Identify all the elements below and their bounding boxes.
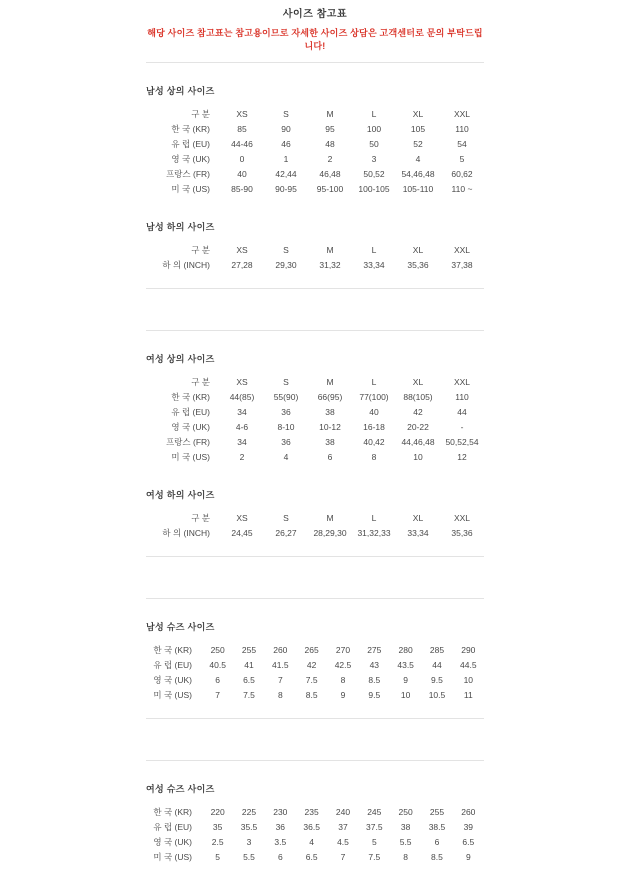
value-cell: 255	[241, 644, 257, 655]
value-cell: 9	[340, 689, 346, 700]
page-title: 사이즈 참고표	[282, 9, 348, 20]
header-row	[146, 374, 484, 389]
value-cell: 8.5	[431, 851, 443, 862]
value-cell: 95-100	[316, 183, 344, 194]
value-cell: 46,48	[319, 168, 341, 179]
value-cell: 48	[325, 138, 335, 149]
value-cell: 7	[215, 689, 221, 700]
value-cell: 37.5	[366, 821, 383, 832]
value-cell: 2.5	[211, 836, 224, 847]
value-cell: 265	[304, 644, 319, 655]
value-cell: 38.5	[428, 821, 446, 832]
size-header-cell: XL	[412, 376, 424, 387]
value-cell: 90-95	[275, 183, 297, 194]
corner-header-cell: 구 분	[191, 244, 210, 255]
table-head	[146, 106, 484, 121]
value-cell: 285	[429, 644, 445, 655]
value-cell: 16-18	[363, 421, 385, 432]
value-cell: 2	[239, 451, 245, 462]
value-cell: 4	[283, 451, 289, 462]
row-label: 영 국 (UK)	[171, 421, 210, 432]
value-cell: 38	[400, 821, 411, 832]
size-header-cell: L	[371, 244, 377, 255]
value-cell: 40,42	[363, 436, 385, 447]
value-cell: 245	[367, 806, 382, 817]
size-reference-content	[146, 62, 484, 880]
table-row	[146, 687, 484, 702]
value-cell: 6.5	[243, 674, 255, 685]
value-cell: 55(90)	[273, 391, 299, 402]
corner-header-cell: 구 분	[191, 512, 210, 523]
value-cell: 9	[403, 674, 408, 685]
value-cell: 66(95)	[317, 391, 343, 402]
value-cell: 8	[371, 451, 377, 462]
table-row	[146, 404, 484, 419]
row-label: 영 국 (UK)	[153, 674, 192, 685]
row-label: 영 국 (UK)	[153, 836, 192, 847]
value-cell: 43.5	[397, 659, 414, 670]
size-section-men-clothing	[146, 62, 484, 289]
table-row	[146, 121, 484, 136]
table-block	[146, 782, 484, 864]
table-row	[146, 657, 484, 672]
value-cell: 60,62	[451, 168, 473, 179]
value-cell: 3	[246, 836, 252, 847]
value-cell: 35,36	[407, 259, 429, 270]
table-block	[146, 488, 484, 540]
size-header-cell: S	[283, 108, 289, 119]
value-cell: 100-105	[358, 183, 390, 194]
value-cell: 36	[281, 406, 291, 417]
row-label: 하 의 (INCH)	[162, 259, 210, 270]
size-header-cell: XS	[236, 512, 248, 523]
table-body	[146, 525, 484, 540]
value-cell: 31,32,33	[357, 527, 391, 538]
value-cell: 26,27	[275, 527, 297, 538]
value-cell: 280	[398, 644, 413, 655]
size-header-cell: XL	[412, 244, 424, 255]
row-label: 한 국 (KR)	[171, 391, 210, 402]
value-cell: 42	[306, 659, 317, 670]
row-label: 영 국 (UK)	[171, 153, 210, 164]
value-cell: 34	[237, 436, 247, 447]
value-cell: 95	[325, 123, 335, 134]
row-label: 하 의 (INCH)	[162, 527, 210, 538]
value-cell: 12	[457, 451, 467, 462]
value-cell: 43	[369, 659, 380, 670]
value-cell: 2	[327, 153, 333, 164]
table-row	[146, 389, 484, 404]
value-cell: 4	[309, 836, 315, 847]
value-cell: 10	[463, 674, 474, 685]
row-label: 유 럽 (EU)	[171, 138, 210, 149]
value-cell: 33,34	[407, 527, 429, 538]
row-label: 프랑스 (FR)	[166, 436, 210, 447]
value-cell: 46	[281, 138, 291, 149]
table-row	[146, 166, 484, 181]
value-cell: 38	[325, 406, 335, 417]
value-cell: 37	[338, 821, 348, 832]
value-cell: 34	[237, 406, 247, 417]
value-cell: 4-6	[235, 421, 249, 432]
value-cell: 11	[463, 689, 473, 700]
value-cell: 290	[461, 644, 476, 655]
size-table	[146, 642, 484, 702]
size-section-men-shoes	[146, 598, 484, 719]
value-cell: 35	[212, 821, 223, 832]
table-row	[146, 672, 484, 687]
row-label: 한 국 (KR)	[153, 644, 192, 655]
table-head	[146, 510, 484, 525]
value-cell: 235	[304, 806, 319, 817]
corner-header-cell: 구 분	[191, 108, 210, 119]
table-body	[146, 642, 484, 702]
value-cell: 10	[413, 451, 423, 462]
value-cell: 7.5	[243, 689, 255, 700]
size-header-cell: XXL	[453, 244, 471, 255]
row-label: 미 국 (US)	[153, 689, 192, 700]
value-cell: 39	[463, 821, 474, 832]
table-row	[146, 419, 484, 434]
table-block	[146, 620, 484, 702]
size-header-cell: XXL	[453, 108, 471, 119]
table-title: 남성 하의 사이즈	[146, 222, 215, 232]
value-cell: 9.5	[368, 689, 381, 700]
value-cell: 5	[371, 836, 377, 847]
header-row	[146, 242, 484, 257]
size-table	[146, 106, 484, 196]
row-label: 한 국 (KR)	[153, 806, 192, 817]
value-cell: 29,30	[275, 259, 297, 270]
value-cell: 41.5	[272, 659, 289, 670]
size-header-cell: L	[371, 376, 377, 387]
value-cell: 8	[403, 851, 408, 862]
value-cell: 42.5	[334, 659, 352, 670]
size-header-cell: M	[326, 244, 334, 255]
row-label: 미 국 (US)	[171, 451, 210, 462]
value-cell: 1	[283, 153, 289, 164]
table-row	[146, 642, 484, 657]
notice-text: 해당 사이즈 참고표는 참고용이므로 자세한 사이즈 상담은 고객센터로 문의 부탁드립니다!	[147, 28, 483, 51]
value-cell: 7.5	[305, 674, 318, 685]
size-header-cell: S	[283, 244, 289, 255]
size-table	[146, 374, 484, 464]
value-cell: 40	[369, 406, 379, 417]
value-cell: 225	[241, 806, 257, 817]
value-cell: 0	[239, 153, 245, 164]
value-cell: 8	[340, 674, 346, 685]
value-cell: 42	[413, 406, 423, 417]
value-cell: 5	[459, 153, 465, 164]
size-table	[146, 804, 484, 864]
value-cell: 6.5	[462, 836, 475, 847]
value-cell: 10.5	[428, 689, 446, 700]
value-cell: 7.5	[368, 851, 381, 862]
size-header-cell: XXL	[453, 512, 471, 523]
table-row	[146, 257, 484, 272]
table-title: 여성 슈즈 사이즈	[146, 784, 215, 794]
value-cell: 44,46,48	[401, 436, 435, 447]
table-body	[146, 389, 484, 464]
table-row	[146, 181, 484, 196]
table-row	[146, 136, 484, 151]
size-header-cell: XS	[236, 244, 248, 255]
row-label: 미 국 (US)	[153, 851, 192, 862]
table-title: 여성 하의 사이즈	[146, 490, 215, 500]
value-cell: 230	[273, 806, 288, 817]
table-block	[146, 220, 484, 272]
value-cell: 3	[371, 153, 377, 164]
value-cell: 28,29,30	[313, 527, 347, 538]
size-table	[146, 242, 484, 272]
value-cell: 44	[432, 659, 442, 670]
value-cell: 3.5	[274, 836, 287, 847]
value-cell: 52	[413, 138, 423, 149]
table-head	[146, 242, 484, 257]
header-row	[146, 510, 484, 525]
table-head	[146, 374, 484, 389]
value-cell: 37,38	[451, 259, 473, 270]
value-cell: 110	[455, 123, 469, 134]
table-row	[146, 525, 484, 540]
value-cell: 41	[244, 659, 254, 670]
value-cell: 36	[281, 436, 291, 447]
table-block	[146, 84, 484, 196]
size-table	[146, 510, 484, 540]
table-row	[146, 849, 484, 864]
size-header-cell: XS	[236, 376, 248, 387]
value-cell: 9.5	[431, 674, 443, 685]
value-cell: 7	[340, 851, 346, 862]
value-cell: 250	[398, 806, 413, 817]
row-label: 유 럽 (EU)	[171, 406, 210, 417]
value-cell: 100	[366, 123, 382, 134]
value-cell: 6	[215, 674, 221, 685]
value-cell: -	[460, 421, 464, 432]
value-cell: 220	[210, 806, 225, 817]
value-cell: 36.5	[303, 821, 320, 832]
value-cell: 4.5	[337, 836, 349, 847]
value-cell: 5.5	[243, 851, 255, 862]
value-cell: 40.5	[209, 659, 226, 670]
table-body	[146, 121, 484, 196]
row-label: 프랑스 (FR)	[166, 168, 210, 179]
value-cell: 260	[273, 644, 288, 655]
value-cell: 33,34	[363, 259, 385, 270]
size-header-cell: S	[283, 376, 289, 387]
value-cell: 255	[429, 806, 445, 817]
value-cell: 240	[335, 806, 351, 817]
value-cell: 40	[237, 168, 247, 179]
value-cell: 4	[415, 153, 421, 164]
size-header-cell: XL	[412, 108, 424, 119]
row-label: 유 럽 (EU)	[153, 821, 192, 832]
value-cell: 27,28	[231, 259, 253, 270]
value-cell: 105	[410, 123, 426, 134]
table-body	[146, 804, 484, 864]
value-cell: 36	[275, 821, 286, 832]
size-header-cell: S	[283, 512, 289, 523]
size-reference-page	[146, 0, 484, 880]
value-cell: 9	[465, 851, 471, 862]
row-label: 유 럽 (EU)	[153, 659, 192, 670]
value-cell: 275	[367, 644, 382, 655]
value-cell: 260	[461, 806, 476, 817]
value-cell: 8	[277, 689, 283, 700]
value-cell: 8.5	[368, 674, 381, 685]
value-cell: 6	[277, 851, 283, 862]
table-row	[146, 834, 484, 849]
size-header-cell: L	[371, 512, 377, 523]
row-label: 한 국 (KR)	[171, 123, 210, 134]
table-row	[146, 449, 484, 464]
value-cell: 90	[281, 123, 291, 134]
value-cell: 7	[277, 674, 283, 685]
value-cell: 77(100)	[359, 391, 389, 402]
value-cell: 6	[434, 836, 440, 847]
value-cell: 20-22	[407, 421, 429, 432]
table-title: 남성 슈즈 사이즈	[146, 622, 215, 632]
value-cell: 85-90	[231, 183, 253, 194]
value-cell: 54	[457, 138, 467, 149]
value-cell: 35.5	[240, 821, 258, 832]
value-cell: 10	[400, 689, 411, 700]
value-cell: 250	[210, 644, 225, 655]
value-cell: 44.5	[460, 659, 477, 670]
table-row	[146, 804, 484, 819]
value-cell: 270	[335, 644, 351, 655]
size-header-cell: M	[326, 376, 334, 387]
value-cell: 8-10	[277, 421, 295, 432]
table-row	[146, 819, 484, 834]
value-cell: 44-46	[231, 138, 253, 149]
value-cell: 6.5	[305, 851, 318, 862]
value-cell: 5.5	[399, 836, 412, 847]
table-body	[146, 257, 484, 272]
value-cell: 38	[325, 436, 335, 447]
value-cell: 24,45	[231, 527, 253, 538]
size-header-cell: L	[371, 108, 377, 119]
size-header-cell: XS	[236, 108, 248, 119]
value-cell: 88(105)	[403, 391, 433, 402]
value-cell: 50	[369, 138, 379, 149]
table-row	[146, 434, 484, 449]
value-cell: 50,52,54	[445, 436, 479, 447]
table-title: 남성 상의 사이즈	[146, 86, 215, 96]
size-header-cell: XXL	[453, 376, 471, 387]
value-cell: 50,52	[363, 168, 385, 179]
value-cell: 8.5	[305, 689, 318, 700]
value-cell: 35,36	[451, 527, 473, 538]
size-header-cell: M	[326, 108, 334, 119]
value-cell: 5	[215, 851, 221, 862]
table-block	[146, 352, 484, 464]
size-section-women-shoes	[146, 760, 484, 880]
value-cell: 10-12	[319, 421, 341, 432]
value-cell: 105-110	[402, 183, 434, 194]
value-cell: 44(85)	[229, 391, 255, 402]
value-cell: 85	[237, 123, 247, 134]
value-cell: 44	[457, 406, 467, 417]
header-row	[146, 106, 484, 121]
value-cell: 42,44	[275, 168, 297, 179]
size-header-cell: XL	[412, 512, 424, 523]
value-cell: 31,32	[319, 259, 341, 270]
value-cell: 110	[455, 391, 469, 402]
value-cell: 110 ~	[451, 183, 473, 194]
size-section-women-clothing	[146, 330, 484, 557]
value-cell: 54,46,48	[401, 168, 435, 179]
corner-header-cell: 구 분	[191, 376, 210, 387]
size-header-cell: M	[326, 512, 334, 523]
table-title: 여성 상의 사이즈	[146, 354, 215, 364]
value-cell: 6	[327, 451, 333, 462]
table-row	[146, 151, 484, 166]
row-label: 미 국 (US)	[171, 183, 210, 194]
